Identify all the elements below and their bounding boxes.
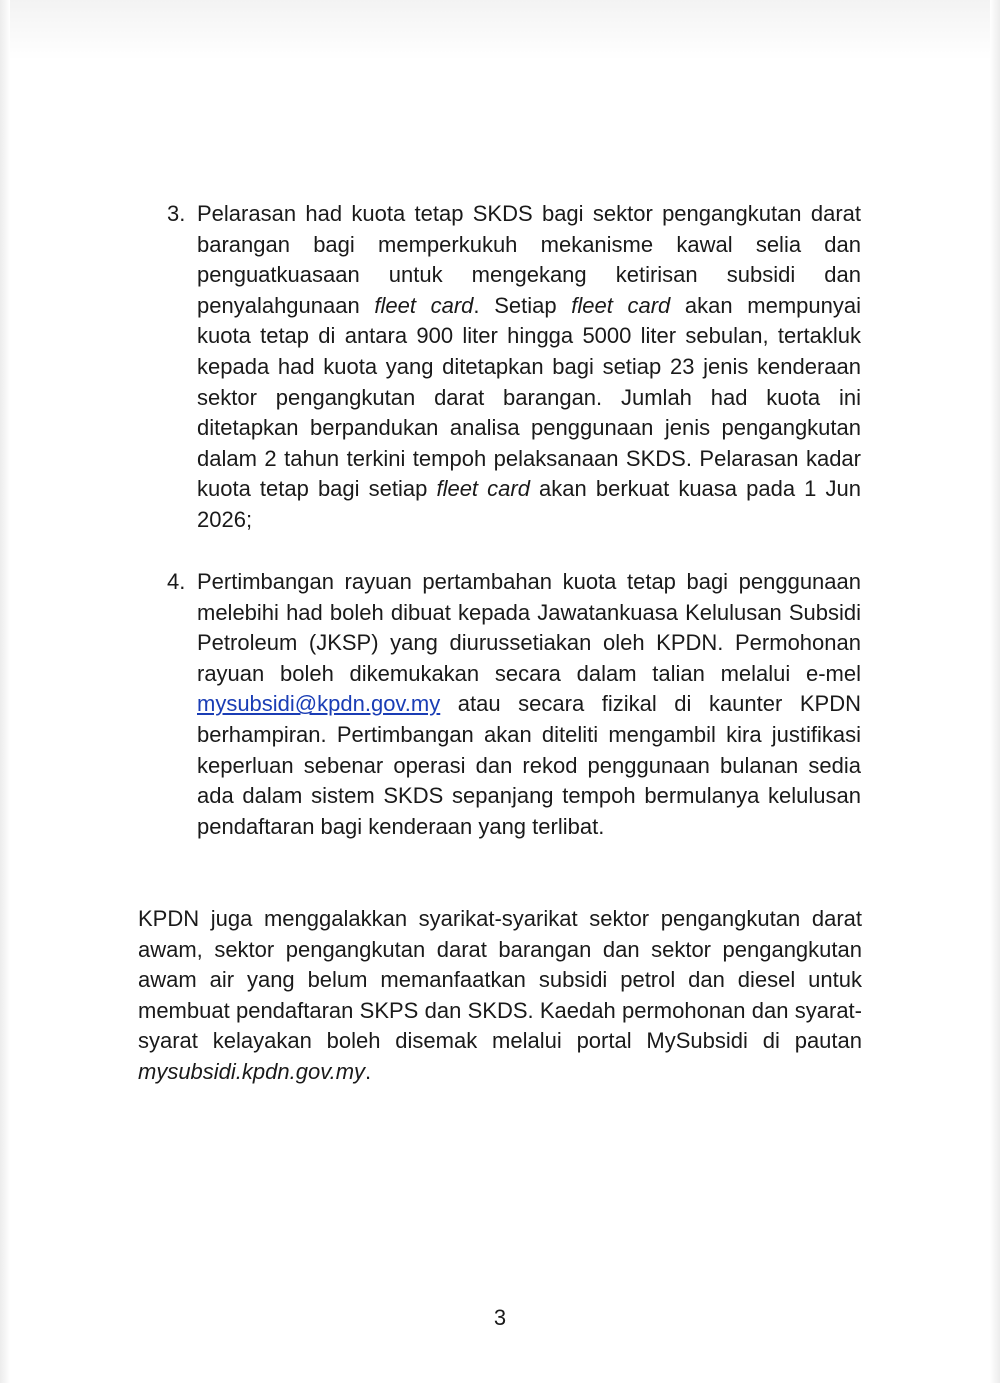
- paragraph-text: akan berkuat kuasa pada 1 Jun 2026;: [197, 476, 861, 532]
- email-link[interactable]: mysubsidi@kpdn.gov.my: [197, 691, 441, 717]
- page-left-shadow: [0, 0, 10, 1383]
- list-item-paragraph: [197, 199, 861, 536]
- list-item-number: 3.: [167, 201, 186, 226]
- paragraph-text: atau secara fizikal di kaunter KPDN berhampiran. Pertimbangan akan diteliti mengambil kira justifikasi keperluan sebenar operasi dan rekod penggunaan bulanan sedia ada dalam sistem SKDS sepanjang tempoh bermulanya kelulusan pendaftaran bagi kenderaan yang terlibat.: [197, 691, 861, 839]
- list-item-3: [167, 199, 861, 536]
- paragraph-text: akan mempunyai kuota tetap di antara 900 liter hingga 5000 liter sebulan, tertakluk kepada had kuota yang ditetapkan bagi setiap 23 jenis kenderaan sektor pengangkutan darat barangan. Jumlah had kuota ini ditetapkan berpandukan analisa penggunaan jenis pengangkutan dalam 2 tahun terkini tempoh pelaksanaan SKDS. Pelarasan kadar kuota tetap bagi setiap: [197, 292, 862, 502]
- paragraph-text: Pertimbangan rayuan pertambahan kuota tetap bagi penggunaan melebihi had boleh dibuat kepada Jawatankuasa Kelulusan Subsidi Petroleum (JKSP) yang diurussetiakan oleh KPDN. Permohonan rayuan boleh dikemukakan secara dalam talian melalui e-mel: [197, 569, 861, 686]
- list-item-paragraph: [197, 567, 861, 842]
- italic-term: fleet card: [374, 292, 474, 318]
- italic-term: fleet card: [571, 292, 671, 318]
- page-top-shadow: [0, 0, 1000, 60]
- closing-paragraph: [138, 904, 862, 1088]
- paragraph-text: KPDN juga menggalakkan syarikat-syarikat sektor pengangkutan darat awam, sektor pengangkutan darat barangan dan sektor pengangkutan awam air yang belum memanfaatkan subsidi petrol dan diesel untuk membuat pendaftaran SKPS dan SKDS. Kaedah permohonan dan syarat-syarat kelayakan boleh disemak melalui portal MySubsidi di pautan: [138, 906, 862, 1054]
- list-item-4: [167, 567, 861, 842]
- italic-term: fleet card: [436, 476, 530, 502]
- paragraph-text: . Setiap: [473, 292, 572, 318]
- page-right-shadow: [990, 0, 1000, 1383]
- paragraph-text: .: [365, 1058, 372, 1084]
- page-number: 3: [493, 1305, 507, 1330]
- list-item-number: 4.: [167, 569, 186, 594]
- portal-link-text: mysubsidi.kpdn.gov.my: [138, 1058, 366, 1084]
- paragraph-text: Pelarasan had kuota tetap SKDS bagi sektor pengangkutan darat barangan bagi memperkukuh mekanisme kawal selia dan penguatkuasaan untuk mengekang ketirisan subsidi dan penyalahgunaan: [197, 201, 861, 318]
